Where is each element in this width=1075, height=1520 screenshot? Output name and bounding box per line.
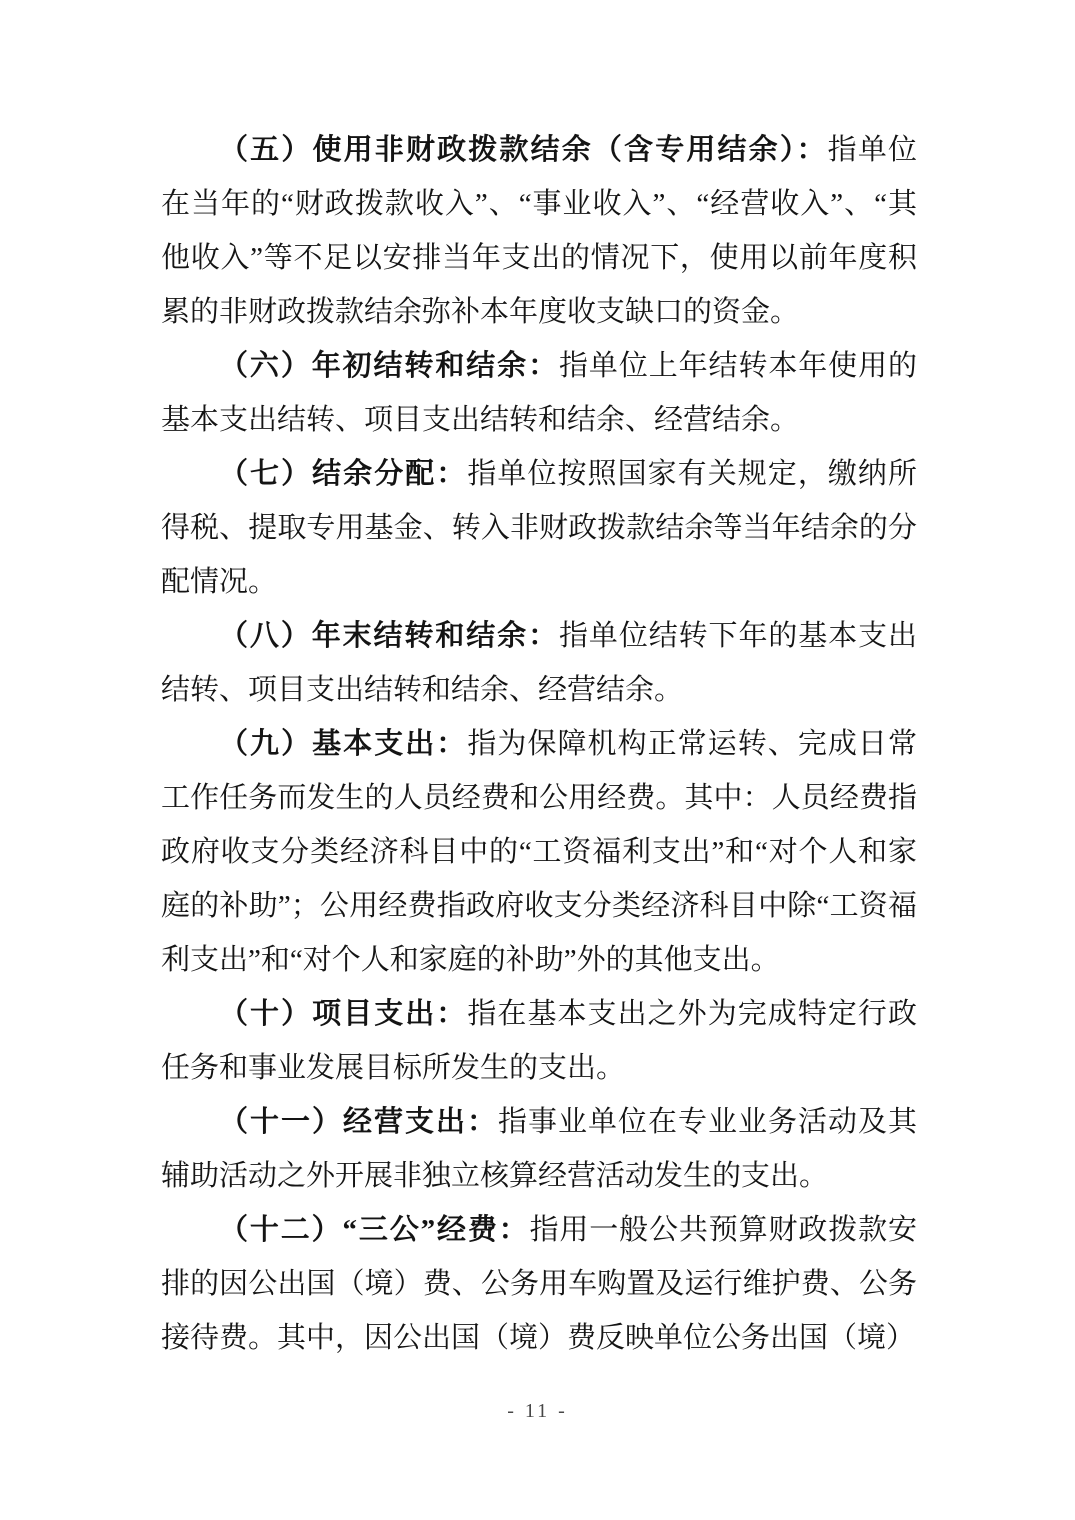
- paragraph-text-12: 指用一般公共预算财政拨款安排的因公出国（境）费、公务用车购置及运行维护费、公务接待费。其中，因公出国（境）费反映单位公务出国（境）: [161, 1214, 917, 1354]
- paragraph-label-8: （八）年末结转和结余：: [219, 620, 559, 652]
- paragraph-item-10: [161, 987, 917, 1095]
- paragraph-label-6: （六）年初结转和结余：: [219, 350, 559, 382]
- paragraph-text-9: 指为保障机构正常运转、完成日常工作任务而发生的人员经费和公用经费。其中：人员经费指政府收支分类经济科目中的“工资福利支出”和“对个人和家庭的补助”；公用经费指政府收支分类经济科目中除“工资福利支出”和“对个人和家庭的补助”外的其他支出。: [161, 728, 917, 976]
- paragraph-text-5: 指单位在当年的“财政拨款收入”、“事业收入”、“经营收入”、“其他收入”等不足以安排当年支出的情况下，使用以前年度积累的非财政拨款结余弥补本年度收支缺口的资金。: [161, 134, 917, 328]
- paragraph-label-11: （十一）经营支出：: [219, 1106, 498, 1138]
- paragraph-label-9: （九）基本支出：: [219, 728, 468, 760]
- paragraph-label-12: （十二）“三公”经费：: [219, 1214, 530, 1246]
- paragraph-text-8: 指单位结转下年的基本支出结转、项目支出结转和结余、经营结余。: [161, 620, 917, 706]
- paragraph-text-6: 指单位上年结转本年使用的基本支出结转、项目支出结转和结余、经营结余。: [161, 350, 917, 436]
- paragraph-item-5: [161, 123, 917, 339]
- paragraph-item-7: [161, 447, 917, 609]
- paragraph-text-10: 指在基本支出之外为完成特定行政任务和事业发展目标所发生的支出。: [161, 998, 917, 1084]
- document-body: [161, 123, 917, 1365]
- paragraph-item-11: [161, 1095, 917, 1203]
- page-number: - 11 -: [507, 1400, 568, 1422]
- paragraph-label-7: （七）结余分配：: [219, 458, 468, 490]
- paragraph-text-11: 指事业单位在专业业务活动及其辅助活动之外开展非独立核算经营活动发生的支出。: [161, 1106, 917, 1192]
- paragraph-item-6: [161, 339, 917, 447]
- paragraph-item-8: [161, 609, 917, 717]
- paragraph-item-12: [161, 1203, 917, 1365]
- paragraph-text-7: 指单位按照国家有关规定，缴纳所得税、提取专用基金、转入非财政拨款结余等当年结余的分配情况。: [161, 458, 917, 598]
- paragraph-label-5: （五）使用非财政拨款结余（含专用结余）：: [219, 134, 828, 166]
- paragraph-item-9: [161, 717, 917, 987]
- paragraph-label-10: （十）项目支出：: [219, 998, 468, 1030]
